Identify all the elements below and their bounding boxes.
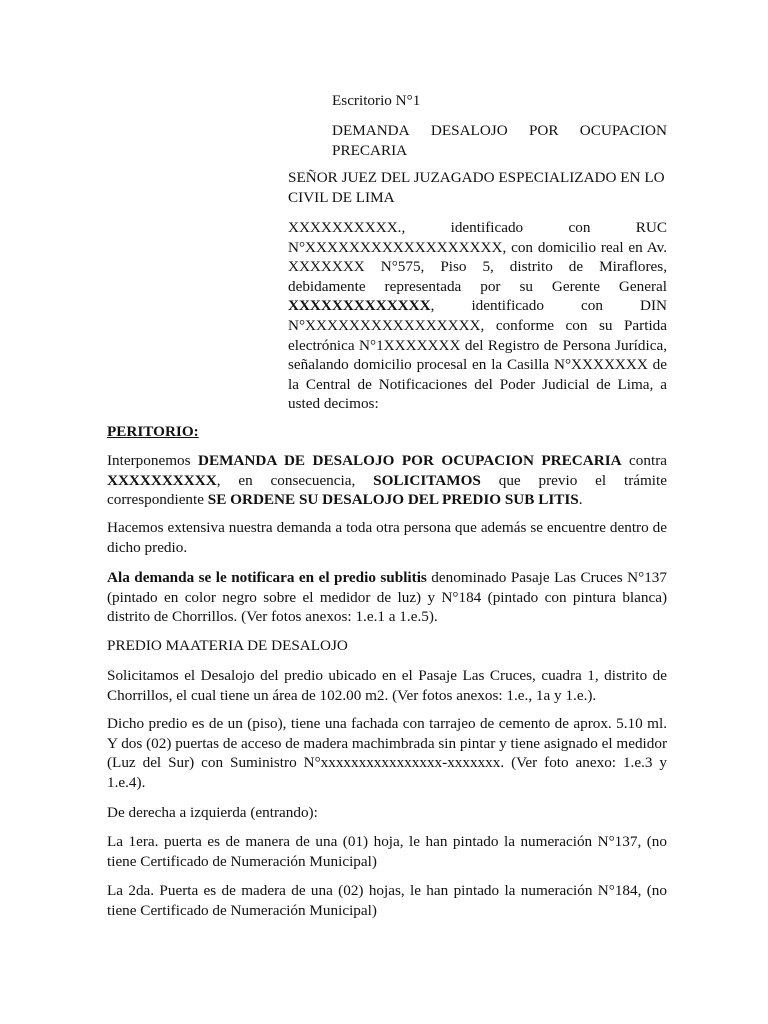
addressee: SEÑOR JUEZ DEL JUZAGADO ESPECIALIZADO EN LO CIVIL DE LIMA: [288, 169, 665, 206]
petitorio-text: .: [578, 491, 583, 509]
intro-paragraph: [288, 218, 667, 414]
escrito-number: Escritorio N°1: [332, 92, 421, 109]
predio-heading: PREDIO MAATERIA DE DESALOJO: [107, 637, 348, 654]
puerta1-paragraph: La 1era. puerta es de manera de una (01) hoja, le han pintado la numeración N°137, (no tiene Certificado de Numeración Municipal): [107, 833, 667, 870]
notificacion-paragraph: [107, 568, 667, 627]
sumilla-word: DEMANDA: [332, 122, 410, 139]
notificacion-bold: Ala demanda se le notificara en el predio sublitis: [107, 569, 427, 586]
dicho-predio-paragraph: Dicho predio es de un (piso), tiene una fachada con tarrajeo de cemento de aprox. 5.10 ml. Y dos (02) puertas de acceso de madera machimbrada sin pintar y tiene asignado el medidor (Luz del Sur) con Suministro N°xxxxxxxxxxxxxxxx-xxxxxxx. (Ver foto anexo: 1.e.3 y 1.e.4).: [107, 715, 667, 791]
derecha-paragraph: De derecha a izquierda (entrando):: [107, 804, 318, 821]
sumilla-word: POR: [528, 122, 559, 139]
intro-text-1: XXXXXXXXXX., identificado con RUC N°XXXXXXXXXXXXXXXXXX, con domicilio real en Av. XXXXXXX N°575, Piso 5, distrito de Miraflores, debidamente representada por su Gerente General: [288, 219, 667, 295]
petitorio-text: Interponemos: [107, 452, 198, 469]
sumilla: [332, 121, 667, 160]
representative-name: XXXXXXXXXXXXX: [288, 297, 431, 315]
petitorio-text: que previo el trámite correspondiente: [107, 471, 667, 509]
petitorio-text: , en consecuencia,: [216, 471, 374, 489]
petitorio-bold: SOLICITAMOS: [373, 471, 481, 489]
solicitamos-paragraph: Solicitamos el Desalojo del predio ubicado en el Pasaje Las Cruces, cuadra 1, distrito de Chorrillos, el cual tiene un área de 102.00 m2. (Ver fotos anexos: 1.e., 1a y 1.e.).: [107, 667, 667, 704]
sumilla-line-2: PRECARIA: [332, 141, 408, 159]
petitorio-bold: XXXXXXXXXX: [107, 471, 217, 489]
intro-text-2: , identificado con DIN N°XXXXXXXXXXXXXXXX, conforme con su Partida electrónica N°1XXXXXXX del Registro de Persona Jurídica, señalando domicilio procesal en la Casilla N°XXXXXXX de la Central de Notificaciones del Poder Judicial de Lima, a usted decimos:: [288, 297, 667, 413]
extensiva-paragraph: Hacemos extensiva nuestra demanda a toda otra persona que además se encuentre dentro de dicho predio.: [107, 519, 667, 556]
sumilla-word: DESALOJO: [430, 122, 508, 139]
sumilla-line-1: [332, 121, 667, 141]
notificacion-text: denominado Pasaje Las Cruces N°137 (pintado en color negro sobre el medidor de luz) y N°184 (pintado con pintura blanca) distrito de Chorrillos. (Ver fotos anexos: 1.e.1 a 1.e.5).: [107, 569, 667, 626]
sumilla-word: OCUPACION: [579, 122, 667, 139]
petitorio-paragraph: [107, 451, 667, 510]
petitorio-heading: PERITORIO:: [107, 423, 199, 440]
petitorio-text: contra: [621, 452, 668, 469]
puerta2-paragraph: La 2da. Puerta es de madera de una (02) hojas, le han pintado la numeración N°184, (no tiene Certificado de Numeración Municipal): [107, 882, 667, 919]
petitorio-bold: SE ORDENE SU DESALOJO DEL PREDIO SUB LITIS: [207, 491, 579, 509]
petitorio-bold: DEMANDA DE DESALOJO POR OCUPACION PRECARIA: [198, 452, 622, 469]
